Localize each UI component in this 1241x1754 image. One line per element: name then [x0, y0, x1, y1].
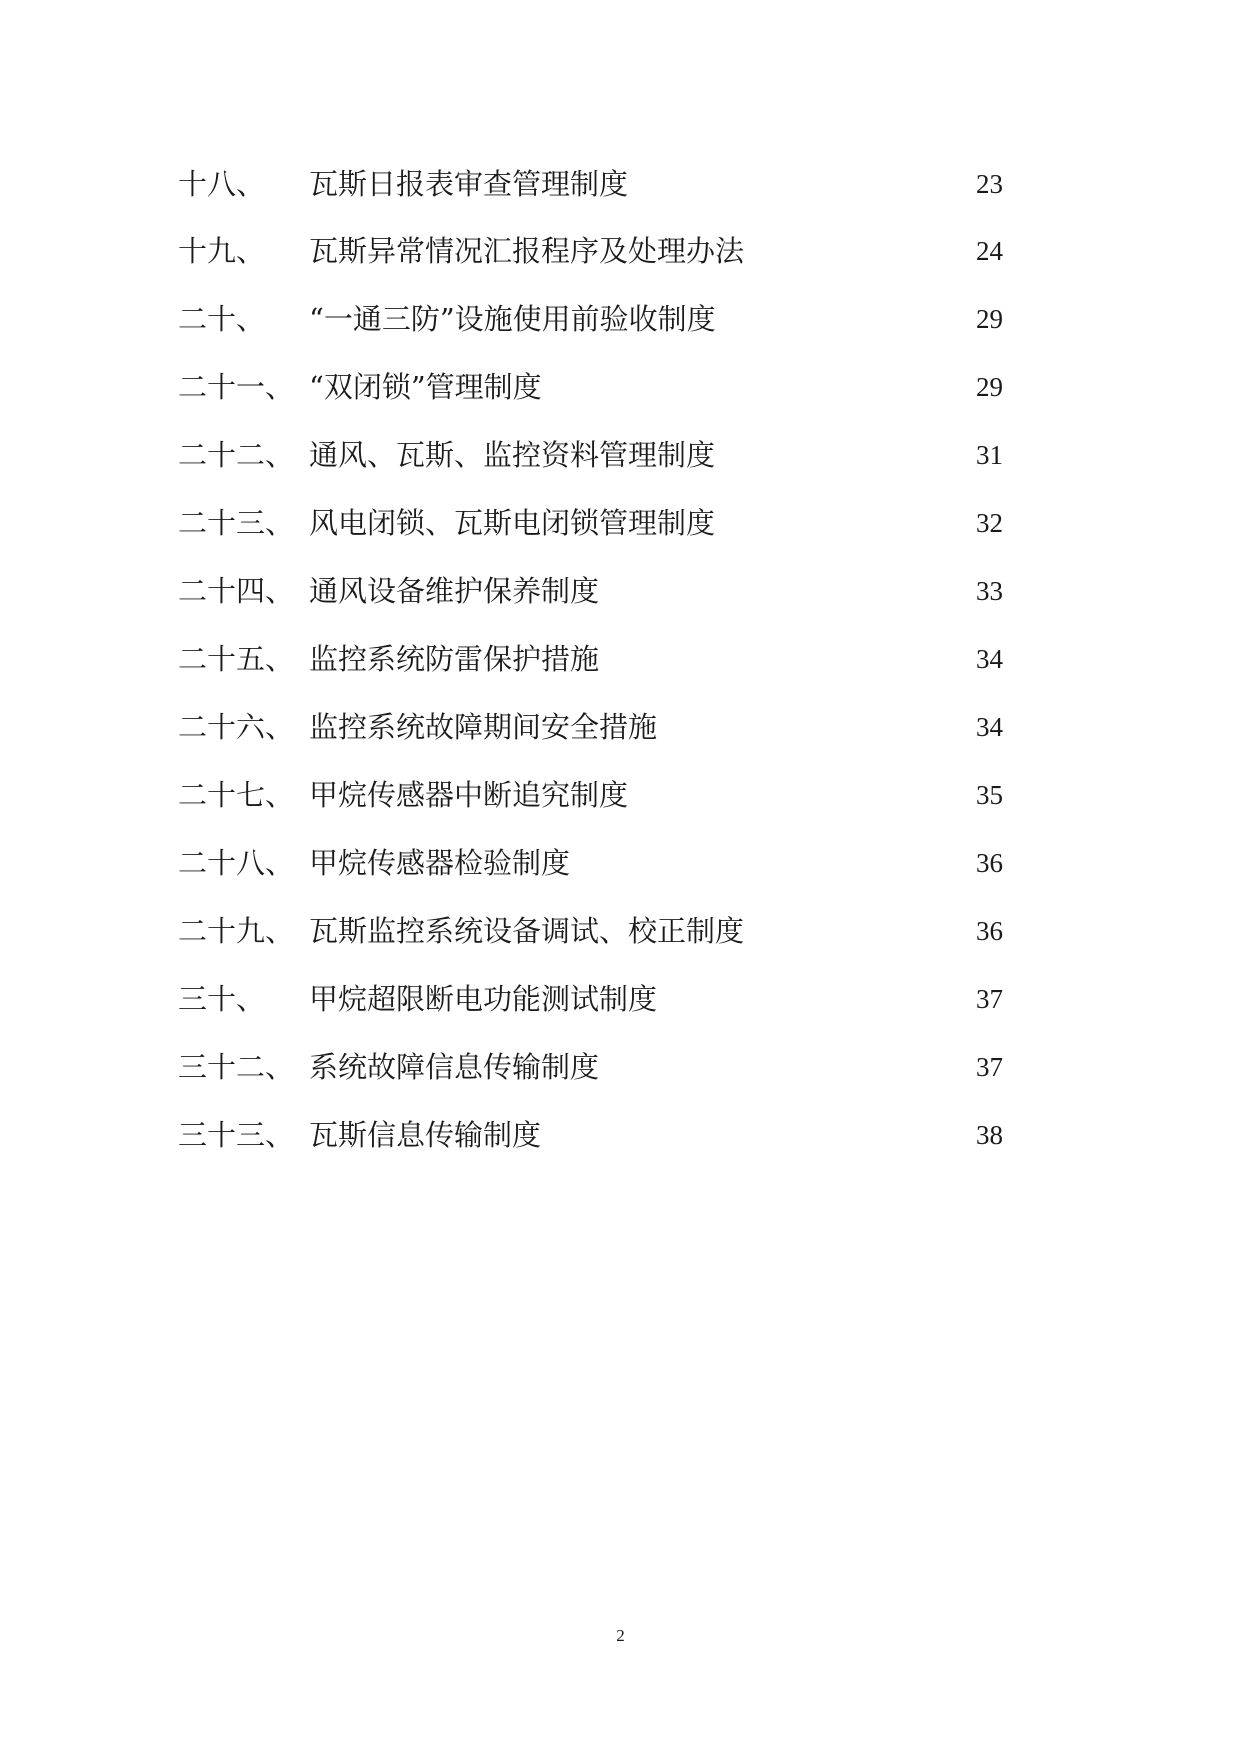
toc-entry-number: 二十二、 — [178, 438, 295, 472]
toc-entry-title: 通风、瓦斯、监控资料管理制度 — [309, 438, 716, 472]
toc-entry — [0, 979, 1241, 1019]
toc-entry — [0, 503, 1241, 543]
toc-entry-title: 瓦斯异常情况汇报程序及处理办法 — [309, 234, 745, 268]
toc-entry-page: 33 — [976, 576, 1003, 606]
toc-entry-title: 瓦斯日报表审查管理制度 — [309, 167, 629, 201]
toc-entry — [0, 299, 1241, 339]
toc-entry — [0, 707, 1241, 747]
toc-entry-title: “一通三防”设施使用前验收制度 — [309, 302, 716, 336]
toc-entry-number: 十九、 — [178, 234, 266, 268]
toc-entry-title: 瓦斯信息传输制度 — [309, 1118, 542, 1152]
toc-entry-page: 24 — [976, 236, 1003, 266]
toc-entry-page: 29 — [976, 372, 1003, 402]
toc-entry-title: 甲烷超限断电功能测试制度 — [309, 982, 658, 1016]
toc-entry-number: 二十七、 — [178, 778, 295, 812]
toc-entry — [0, 164, 1241, 204]
toc-entry-number: 二十三、 — [178, 506, 295, 540]
toc-entry-number: 二十五、 — [178, 642, 295, 676]
toc-entry-page: 34 — [976, 644, 1003, 674]
toc-entry-title: “双闭锁”管理制度 — [309, 370, 542, 404]
toc-entry-title: 风电闭锁、瓦斯电闭锁管理制度 — [309, 506, 716, 540]
toc-entry — [0, 1115, 1241, 1155]
toc-entry-page: 36 — [976, 848, 1003, 878]
toc-entry-title: 瓦斯监控系统设备调试、校正制度 — [309, 914, 745, 948]
toc-entry-number: 二十六、 — [178, 710, 295, 744]
toc-entry-number: 三十三、 — [178, 1118, 295, 1152]
toc-entry-number: 三十二、 — [178, 1050, 295, 1084]
toc-entry — [0, 435, 1241, 475]
toc-entry — [0, 843, 1241, 883]
toc-entry-title: 监控系统故障期间安全措施 — [309, 710, 658, 744]
toc-entry-number: 二十八、 — [178, 846, 295, 880]
toc-entry — [0, 639, 1241, 679]
toc-entry-title: 监控系统防雷保护措施 — [309, 642, 600, 676]
toc-entry-page: 31 — [976, 440, 1003, 470]
toc-entry-title: 甲烷传感器中断追究制度 — [309, 778, 629, 812]
toc-entry — [0, 367, 1241, 407]
toc-entry-number: 十八、 — [178, 167, 266, 201]
toc-entry-title: 甲烷传感器检验制度 — [309, 846, 571, 880]
toc-entry-page: 38 — [976, 1120, 1003, 1150]
toc-entry-page: 37 — [976, 984, 1003, 1014]
toc-entry-number: 二十、 — [178, 302, 266, 336]
toc-entry — [0, 571, 1241, 611]
toc-entry-page: 32 — [976, 508, 1003, 538]
toc-entry — [0, 231, 1241, 271]
toc-entry-number: 二十一、 — [178, 370, 295, 404]
toc-entry-page: 36 — [976, 916, 1003, 946]
toc-entry-page: 34 — [976, 712, 1003, 742]
toc-entry-title: 系统故障信息传输制度 — [309, 1050, 600, 1084]
toc-entry-number: 三十、 — [178, 982, 266, 1016]
toc-entry — [0, 775, 1241, 815]
toc-entry-page: 35 — [976, 780, 1003, 810]
page-number: 2 — [616, 1626, 625, 1645]
toc-entry-page: 23 — [976, 169, 1003, 199]
toc-entry-number: 二十四、 — [178, 574, 295, 608]
toc-entry — [0, 911, 1241, 951]
toc-entry-title: 通风设备维护保养制度 — [309, 574, 600, 608]
toc-entry — [0, 1047, 1241, 1087]
toc-entry-page: 37 — [976, 1052, 1003, 1082]
toc-entry-number: 二十九、 — [178, 914, 295, 948]
toc-entry-page: 29 — [976, 304, 1003, 334]
